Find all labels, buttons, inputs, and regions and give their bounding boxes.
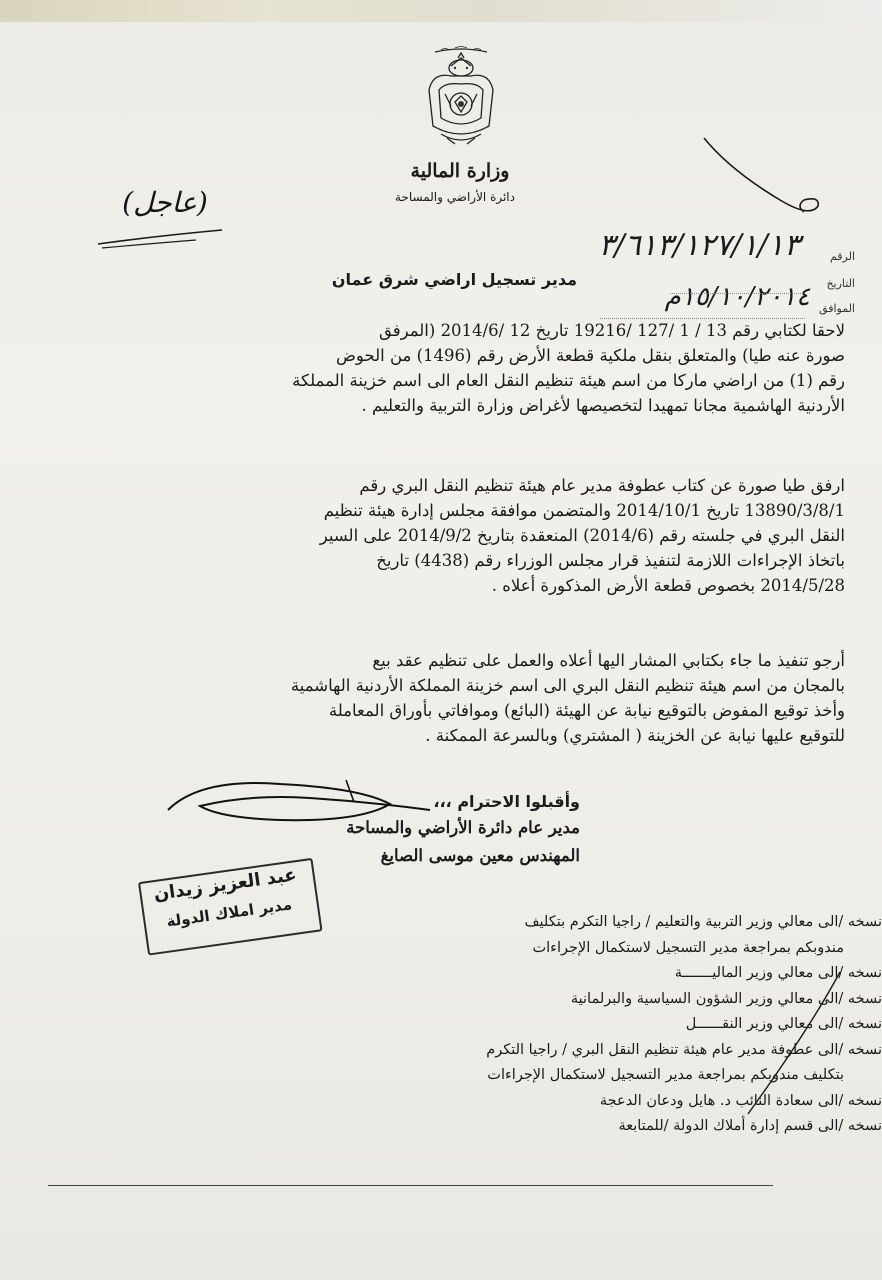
department-name: دائرة الأراضي والمساحة [395,190,515,204]
copy-line: نسخه /الى معالي وزير الماليـــــــة [674,965,882,981]
paragraph-line: ارفق طيا صورة عن كتاب عطوفة مدير عام هيئة تنظيم النقل البري رقم [359,476,845,495]
closing-greeting: وأقبلوا الاحترام ،،، [433,792,580,811]
paragraph-2 [110,473,845,598]
stamp-title: مدير املاك الدولة [165,895,293,931]
jordan-coat-of-arms-emblem [425,46,497,150]
letter-date: ١٥/١٠/٢٠١٤م [664,282,810,312]
copy-line: نسخه /الى معالي وزير التربية والتعليم / راجيا التكرم بتكليف [524,914,882,930]
reference-number: ٣/٦١٣/١٢٧/١/١٣ [598,228,800,263]
paragraph-line: للتوقيع عليها نيابة عن الخزينة ( المشتري) وبالسرعة الممكنة . [425,726,845,745]
paragraph-1 [110,318,845,418]
paragraph-line: 13890/3/8/1 تاريخ 2014/10/1 والمتضمن موافقة مجلس إدارة هيئة تنظيم [323,501,845,520]
number-label: الرقم [829,250,855,263]
date-dotted-line [670,293,805,294]
paragraph-line: الأردنية الهاشمية مجانا تمهيدا لتخصيصها لأغراض وزارة التربية والتعليم . [361,396,845,415]
stamp-name: عبد العزيز زيدان [152,864,298,906]
paragraph-line: لاحقا لكتابي رقم 13 / 1 /127 /19216 تاريخ 12 /2014/6 (المرفق [378,321,845,340]
paragraph-line: النقل البري في جلسته رقم (2014/6) المنعقدة بتاريخ 2014/9/2 على السير [319,526,845,545]
paragraph-line: صورة عنه طيا) والمتعلق بنقل ملكية قطعة الأرض رقم (1496) من الحوض [335,346,845,365]
ministry-name: وزارة المالية [410,160,510,182]
addressee: مدير تسجيل اراضي شرق عمان [331,270,577,289]
urgent-handwritten-note: (عاجل) [122,186,208,219]
copy-line: نسخه /الى عطوفة مدير عام هيئة تنظيم النقل البري / راجيا التكرم [486,1041,882,1058]
footer-rule [48,1185,773,1186]
paragraph-line: بالمجان من اسم هيئة تنظيم النقل البري الى اسم خزينة المملكة الأردنية الهاشمية [290,676,845,695]
copy-line: بتكليف مندوبكم بمراجعة مدير التسجيل لاستكمال الإجراءات [487,1067,844,1083]
paragraph-3 [110,648,845,748]
copy-line: مندوبكم بمراجعة مدير التسجيل لاستكمال الإجراءات [532,939,844,956]
paragraph-line: 2014/5/28 بخصوص قطعة الأرض المذكورة أعلاه . [491,576,845,595]
paragraph-line: أرجو تنفيذ ما جاء بكتابي المشار اليها أعلاه والعمل على تنظيم عقد بيع [372,651,845,670]
handwritten-check-mark [700,130,820,220]
corresponding-label: الموافق [819,302,855,315]
date-label: التاريخ [826,277,855,290]
signer-title: مدير عام دائرة الأراضي والمساحة [346,818,580,837]
copy-line: نسخه /الى معالي وزير الشؤون السياسية والبرلمانية [570,990,882,1007]
copy-line: نسخه /الى معالي وزير النقــــــل [685,1016,882,1032]
paper-edge-shadow [0,0,882,22]
paragraph-line: رقم (1) من اراضي ماركا من اسم هيئة تنظيم النقل العام الى اسم خزينة المملكة [292,371,845,390]
signer-name: المهندس معين موسى الصايغ [380,846,580,865]
handwritten-diagonal-stroke [740,968,850,1118]
official-stamp [138,858,318,951]
copy-line: نسخه /الى سعادة النائب د. هايل ودعان الدعجة [599,1092,882,1109]
paragraph-line: باتخاذ الإجراءات اللازمة لتنفيذ قرار مجلس الوزراء رقم (4438) تاريخ [376,551,845,570]
paragraph-line: وأخذ توقيع المفوض بالتوقيع نيابة عن الهيئة (البائع) وموافاتي بأوراق المعاملة [328,701,845,720]
copy-line: نسخه /الى قسم إدارة أملاك الدولة /للمتابعة [618,1118,882,1134]
